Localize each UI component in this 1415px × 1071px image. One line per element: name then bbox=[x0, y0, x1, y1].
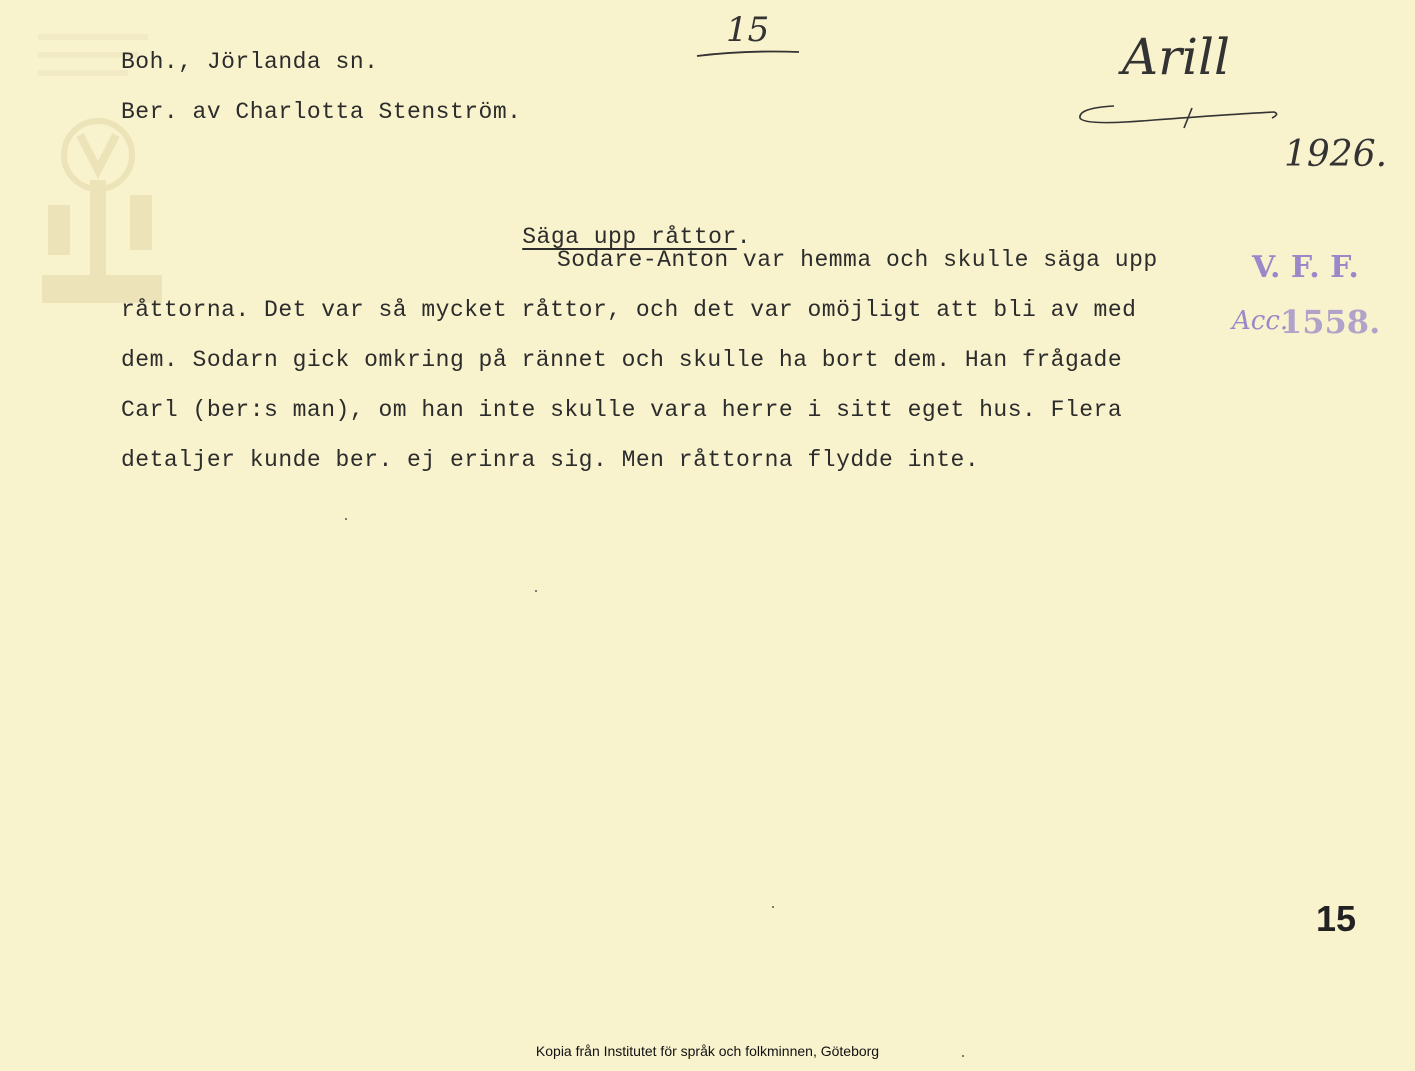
speck bbox=[345, 518, 347, 520]
location-line: Boh., Jörlanda sn. bbox=[121, 49, 379, 75]
archive-footer: Kopia från Institutet för språk och folkminnen, Göteborg bbox=[535, 1043, 880, 1059]
speck bbox=[772, 906, 774, 908]
page-number: 15 bbox=[1316, 898, 1357, 939]
stamp-vff: V. F. F. bbox=[1252, 250, 1359, 285]
body-line-4: Carl (ber:s man), om han inte skulle vara herre i sitt eget hus. Flera bbox=[121, 397, 1123, 423]
body-line-1: Sodare-Anton var hemma och skulle säga upp bbox=[557, 247, 1158, 273]
number-underline bbox=[695, 46, 805, 60]
signature-flourish bbox=[1074, 96, 1284, 136]
watermark-emblem-icon bbox=[30, 110, 170, 310]
body-line-5: detaljer kunde ber. ej erinra sig. Men råttorna flydde inte. bbox=[121, 447, 980, 473]
stamp-acc-prefix: Acc. bbox=[1232, 306, 1289, 336]
body-line-2: råttorna. Det var så mycket råttor, och det var omöjligt att bli av med bbox=[121, 297, 1137, 323]
speck bbox=[535, 590, 537, 592]
story-title-suffix: . bbox=[736, 224, 752, 250]
handwritten-number: 15 bbox=[726, 10, 770, 50]
story-title-text: Säga upp råttor bbox=[522, 224, 737, 250]
stamp-acc-number: 1558. bbox=[1280, 303, 1381, 341]
handwritten-signature: Arill bbox=[1122, 28, 1230, 86]
handwritten-year: 1926. bbox=[1284, 134, 1388, 175]
body-line-3: dem. Sodarn gick omkring på rännet och skulle ha bort dem. Han frågade bbox=[121, 347, 1123, 373]
reporter-line: Ber. av Charlotta Stenström. bbox=[121, 99, 522, 125]
